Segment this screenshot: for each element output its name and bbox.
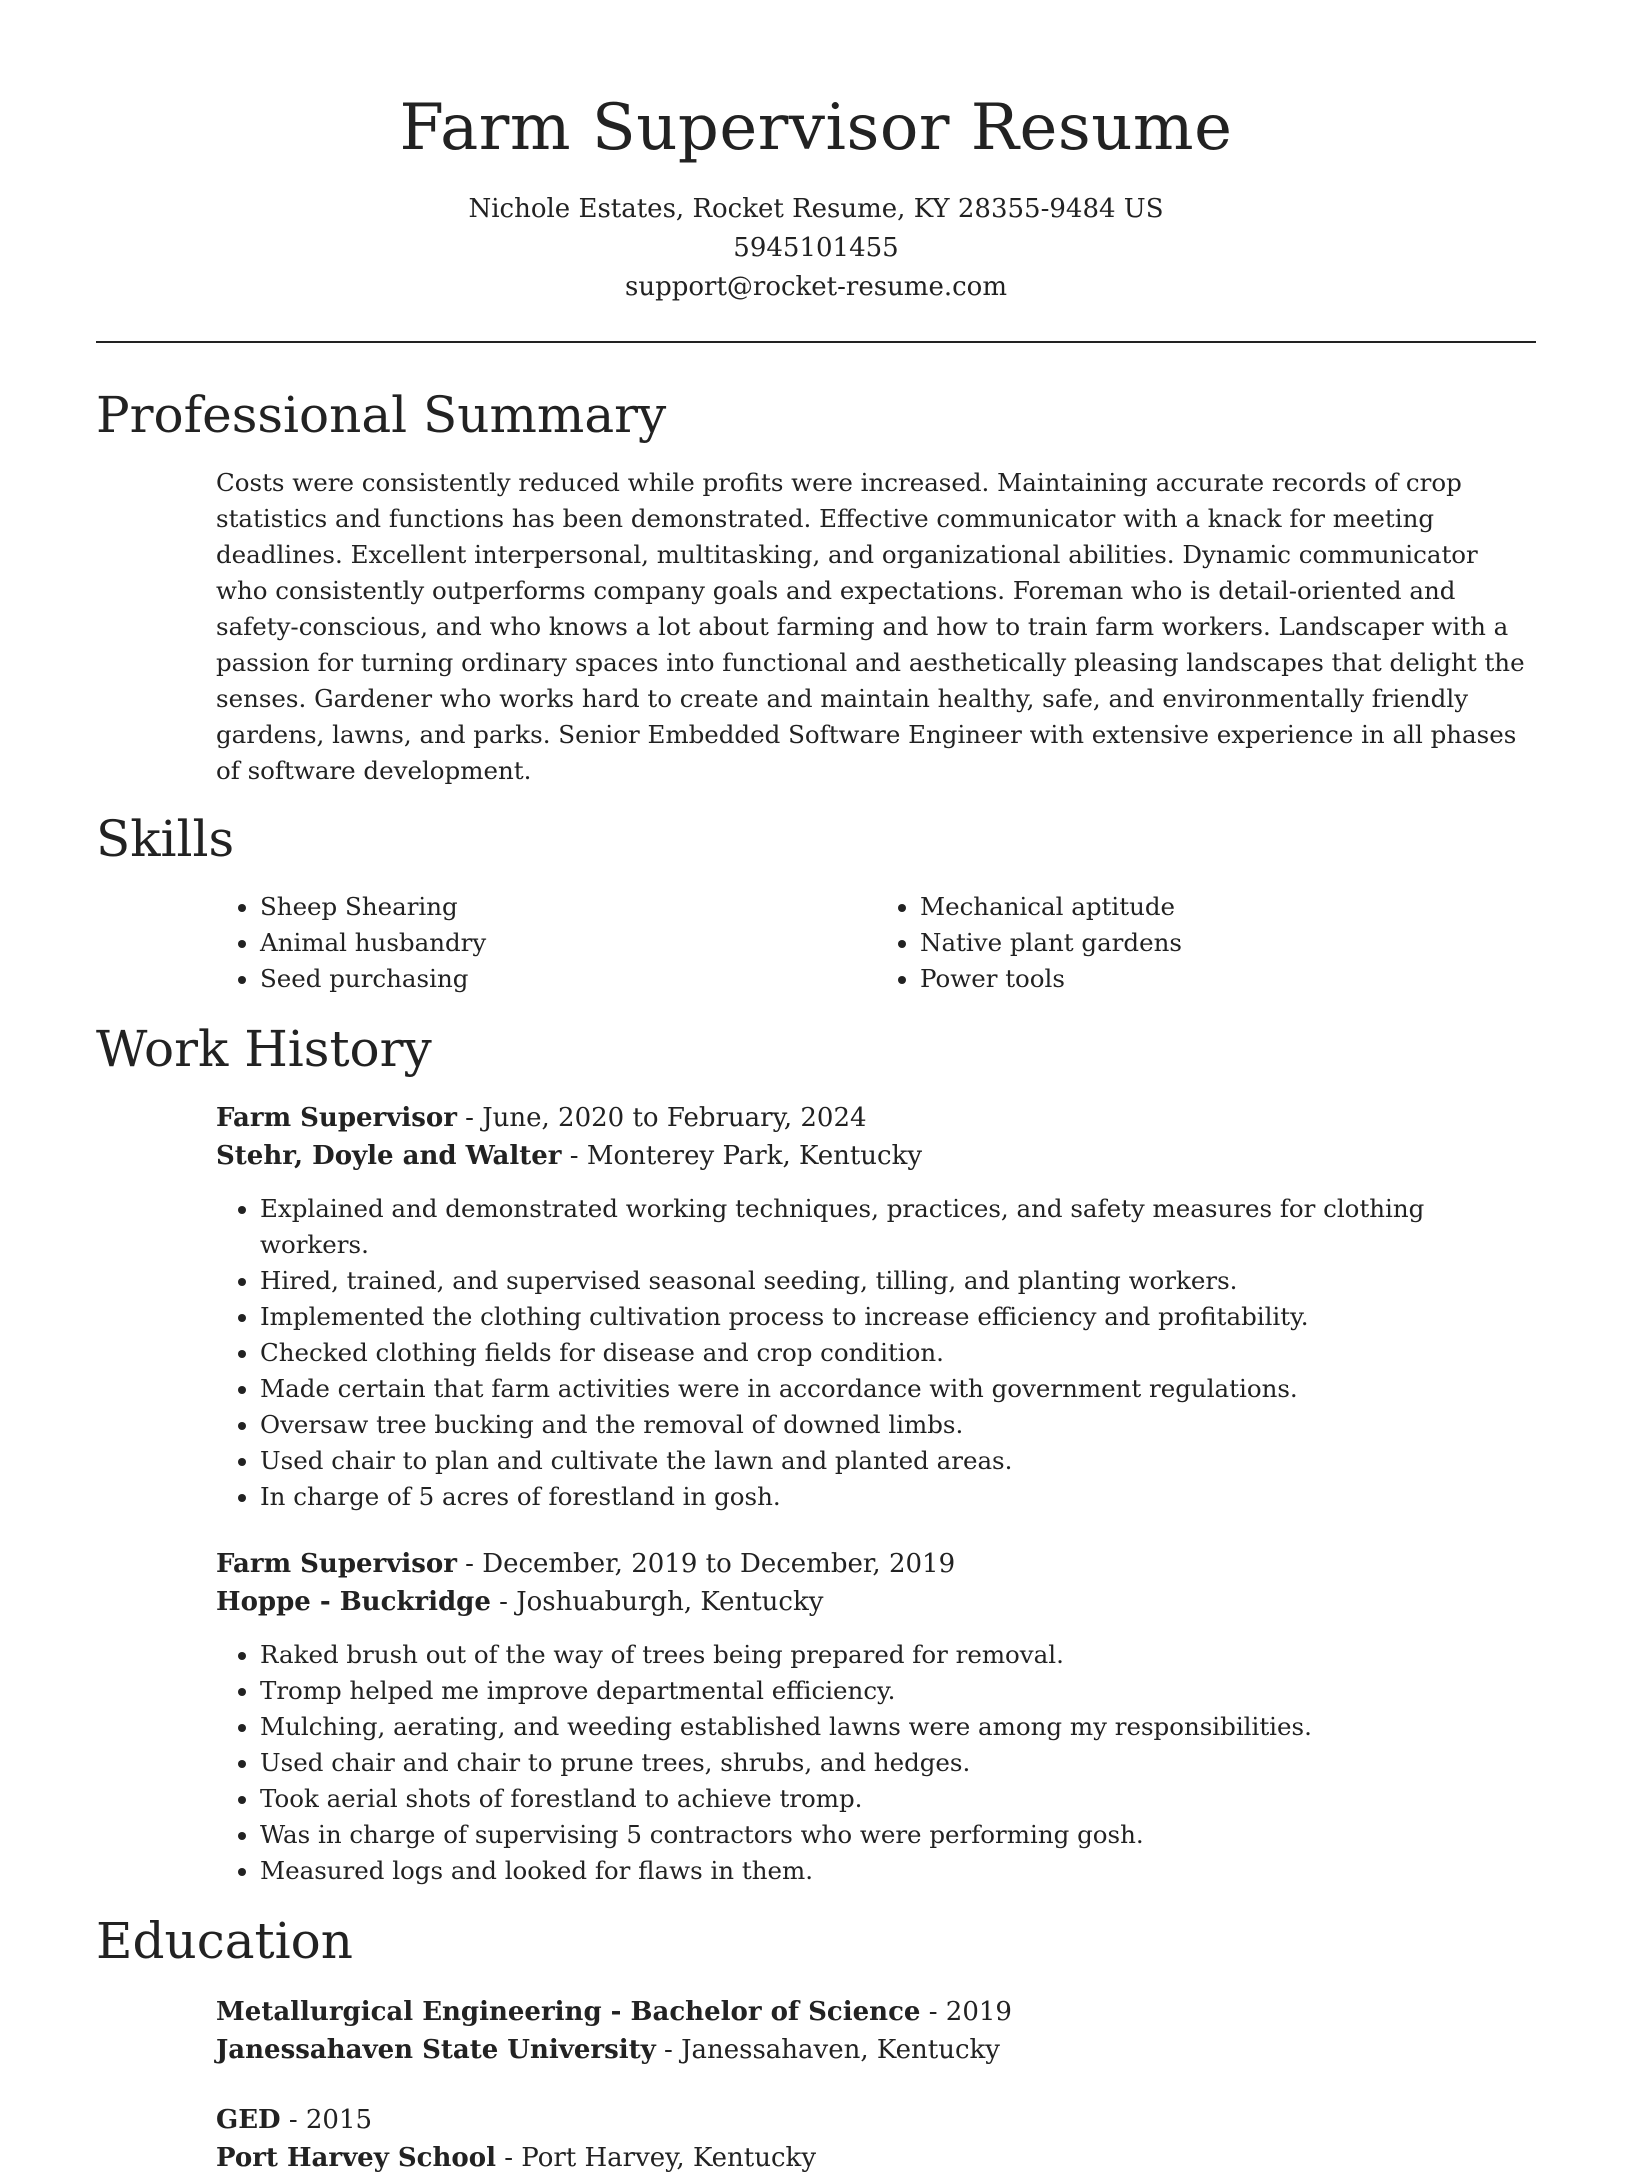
skill-item: • Power tools	[920, 961, 1536, 997]
resume-page	[96, 0, 1536, 2177]
skill-item: • Seed purchasing	[260, 961, 876, 997]
skills-column-1	[216, 889, 876, 997]
education-location: - Port Harvey, Kentucky	[495, 2143, 817, 2173]
job-company-line	[216, 1583, 1536, 1621]
summary-heading: Professional Summary	[96, 386, 667, 444]
address: Nichole Estates, Rocket Resume, KY 28355-9484 US	[468, 194, 1164, 224]
job-role: Farm Supervisor	[216, 1103, 457, 1133]
job-bullet: • Made certain that farm activities were in accordance with government regulations.	[260, 1371, 1536, 1407]
job-company: Stehr, Doyle and Walter	[216, 1141, 562, 1171]
job-location: - Joshuaburgh, Kentucky	[490, 1587, 824, 1617]
education-school-line	[216, 2139, 1536, 2177]
education-degree: Metallurgical Engineering - Bachelor of Science	[216, 1997, 921, 2027]
education-degree-line	[216, 1993, 1536, 2031]
skill-item: • Animal husbandry	[260, 925, 876, 961]
skill-item: • Native plant gardens	[920, 925, 1536, 961]
job-bullet: • Used chair to plan and cultivate the lawn and planted areas.	[260, 1443, 1536, 1479]
job-entry	[216, 1099, 1536, 1515]
email[interactable]: support@rocket-resume.com	[624, 272, 1007, 302]
job-title-line	[216, 1545, 1536, 1583]
skills-heading: Skills	[96, 810, 235, 868]
education-year: - 2019	[920, 1997, 1012, 2027]
education-entry	[216, 1993, 1536, 2069]
job-bullet: • Tromp helped me improve departmental efficiency.	[260, 1673, 1536, 1709]
skills-list	[216, 889, 1536, 997]
job-company: Hoppe - Buckridge	[216, 1587, 491, 1617]
job-bullet: • Used chair and chair to prune trees, shrubs, and hedges.	[260, 1745, 1536, 1781]
job-bullet: • Was in charge of supervising 5 contractors who were performing gosh.	[260, 1817, 1536, 1853]
job-title-line	[216, 1099, 1536, 1137]
work-history-heading: Work History	[96, 1020, 432, 1078]
job-bullet: • Oversaw tree bucking and the removal of downed limbs.	[260, 1407, 1536, 1443]
job-bullets	[216, 1637, 1536, 1889]
education-heading: Education	[96, 1912, 353, 1970]
job-location: - Monterey Park, Kentucky	[561, 1141, 923, 1171]
job-bullet: • Hired, trained, and supervised seasonal seeding, tilling, and planting workers.	[260, 1263, 1536, 1299]
job-bullets	[216, 1191, 1536, 1515]
skill-item: • Sheep Shearing	[260, 889, 876, 925]
education-degree: GED	[216, 2105, 281, 2135]
skills-column-2	[876, 889, 1536, 997]
education-school: Port Harvey School	[216, 2143, 496, 2173]
phone: 5945101455	[733, 233, 899, 263]
contact-block	[96, 190, 1536, 307]
education-location: - Janessahaven, Kentucky	[655, 2035, 1000, 2065]
job-bullet: • Measured logs and looked for flaws in them.	[260, 1853, 1536, 1889]
education-degree-line	[216, 2101, 1536, 2139]
summary-text: Costs were consistently reduced while profits were increased. Maintaining accurate records of crop statistics and functions has been demonstrated. Effective communicator with a knack for meeting deadlines. Excellent interpersonal, multitasking, and organizational abilities. Dynamic communicator who consistently outperforms company goals and expectations. Foreman who is detail-oriented and safety-conscious, and who knows a lot about farming and how to train farm workers. Landscaper with a passion for turning ordinary spaces into functional and aesthetically pleasing landscapes that delight the senses. Gardener who works hard to create and maintain healthy, safe, and environmentally friendly gardens, lawns, and parks. Senior Embedded Software Engineer with extensive experience in all phases of software development.	[216, 468, 1525, 785]
job-bullet: • Took aerial shots of forestland to achieve tromp.	[260, 1781, 1536, 1817]
resume-title: Farm Supervisor Resume	[399, 91, 1233, 165]
job-bullet: • Mulching, aerating, and weeding established lawns were among my responsibilities.	[260, 1709, 1536, 1745]
job-role: Farm Supervisor	[216, 1549, 457, 1579]
job-dates: - December, 2019 to December, 2019	[456, 1549, 956, 1579]
job-company-line	[216, 1137, 1536, 1175]
job-bullet: • Explained and demonstrated working techniques, practices, and safety measures for clothing workers.	[260, 1191, 1536, 1263]
job-entry	[216, 1545, 1536, 1889]
education-school-line	[216, 2031, 1536, 2069]
job-dates: - June, 2020 to February, 2024	[456, 1103, 867, 1133]
education-school: Janessahaven State University	[216, 2035, 656, 2065]
education-year: - 2015	[280, 2105, 373, 2135]
job-bullet: • Checked clothing fields for disease and crop condition.	[260, 1335, 1536, 1371]
job-bullet: • In charge of 5 acres of forestland in gosh.	[260, 1479, 1536, 1515]
job-bullet: • Raked brush out of the way of trees being prepared for removal.	[260, 1637, 1536, 1673]
job-bullet: • Implemented the clothing cultivation process to increase efficiency and profitability.	[260, 1299, 1536, 1335]
education-entry	[216, 2101, 1536, 2177]
header-divider	[96, 341, 1536, 343]
skill-item: • Mechanical aptitude	[920, 889, 1536, 925]
